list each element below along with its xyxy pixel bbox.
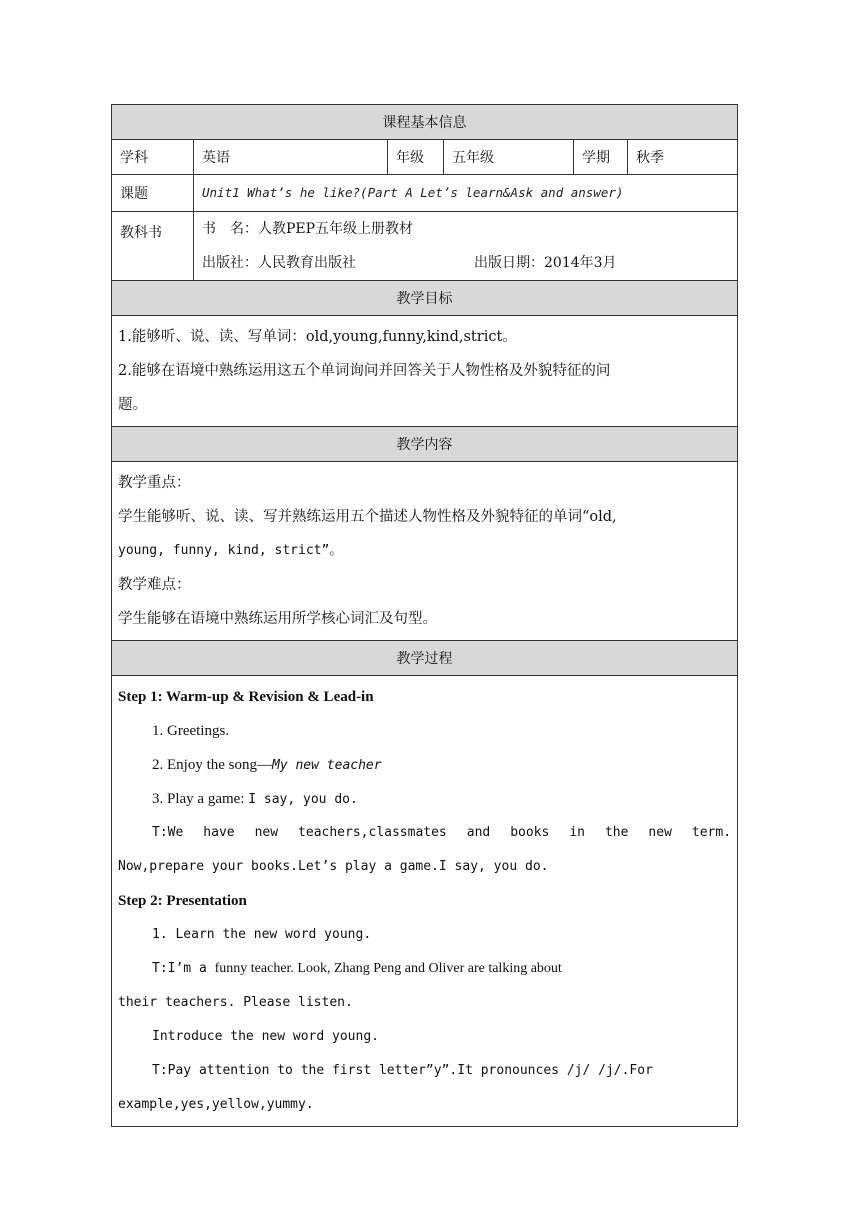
publisher-line	[202, 246, 729, 280]
book-name: 书 名：人教PEP五年级上册教材	[202, 221, 414, 237]
term-value: 秋季	[628, 140, 738, 175]
key-points-words: young, funny, kind, strict”。	[118, 543, 343, 558]
step1-greetings: 1. Greetings.	[152, 723, 230, 739]
objective-item: 2.能够在语境中熟练运用这五个单词询问并回答关于人物性格及外貌特征的问	[118, 363, 611, 379]
game-name: I say, you do.	[248, 792, 358, 807]
t-talking: Zhang Peng and Oliver are talking about	[333, 961, 562, 976]
term-label: 学期	[574, 140, 628, 175]
lesson-plan-table	[111, 104, 738, 1127]
process-header: 教学过程	[112, 641, 738, 676]
key-points-text: 学生能够听、说、读、写并熟练运用五个描述人物性格及外貌特征的单词“old,	[118, 509, 617, 525]
step1-heading: Step 1: Warm-up & Revision & Lead-in	[118, 689, 374, 705]
step2-introduce: Introduce the new word young.	[152, 1029, 379, 1044]
step2-teacher-line4: example,yes,yellow,yummy.	[118, 1097, 314, 1112]
objective-item: 1.能够听、说、读、写单词：old,young,funny,kind,strict。	[118, 329, 517, 345]
step1-song	[118, 748, 731, 782]
textbook-label: 教科书	[112, 212, 194, 281]
objective-item: 题。	[118, 397, 147, 413]
difficult-points-text: 学生能够在语境中熟练运用所学核心词汇及句型。	[118, 611, 437, 627]
textbook-details	[194, 212, 738, 281]
step2-teacher-line3: T:Pay attention to the first letter”y”.It pronounces /j/ /j/.For	[152, 1063, 653, 1078]
song-prefix: 2. Enjoy the song—	[152, 757, 272, 773]
objectives-header: 教学目标	[112, 281, 738, 316]
subject-value: 英语	[194, 140, 388, 175]
difficult-points-label: 教学难点：	[118, 577, 191, 593]
process-body	[112, 676, 738, 1127]
step2-learn-word: 1. Learn the new word young.	[152, 927, 372, 942]
song-title: My new teacher	[272, 758, 382, 773]
content-body	[112, 462, 738, 641]
content-header: 教学内容	[112, 427, 738, 462]
topic-text: Unit1 What’s he like?(Part A Let’s learn&Ask and answer)	[202, 185, 624, 200]
step2-teacher-line2: their teachers. Please listen.	[118, 995, 353, 1010]
game-prefix: 3. Play a game:	[152, 791, 249, 807]
subject-label: 学科	[112, 140, 194, 175]
t-prefix: T:I’m a	[152, 961, 215, 976]
grade-label: 年级	[388, 140, 444, 175]
objectives-body	[112, 316, 738, 427]
key-points-label: 教学重点：	[118, 475, 191, 491]
step1-teacher-line1: T:We have new teachers,classmates and books in the new term.	[152, 825, 732, 840]
topic-value	[194, 175, 738, 212]
course-info-header: 课程基本信息	[112, 105, 738, 140]
publish-date: 出版日期：2014年3月	[474, 255, 617, 271]
t-funny: funny teacher. Look,	[214, 961, 334, 976]
step2-teacher-line1	[118, 952, 731, 986]
step2-heading: Step 2: Presentation	[118, 893, 247, 909]
grade-value: 五年级	[444, 140, 574, 175]
step1-game	[118, 782, 731, 816]
publisher: 出版社：人民教育出版社	[202, 255, 356, 271]
topic-label: 课题	[112, 175, 194, 212]
step1-teacher-line2: Now,prepare your books.Let’s play a game.I say, you do.	[118, 859, 549, 874]
